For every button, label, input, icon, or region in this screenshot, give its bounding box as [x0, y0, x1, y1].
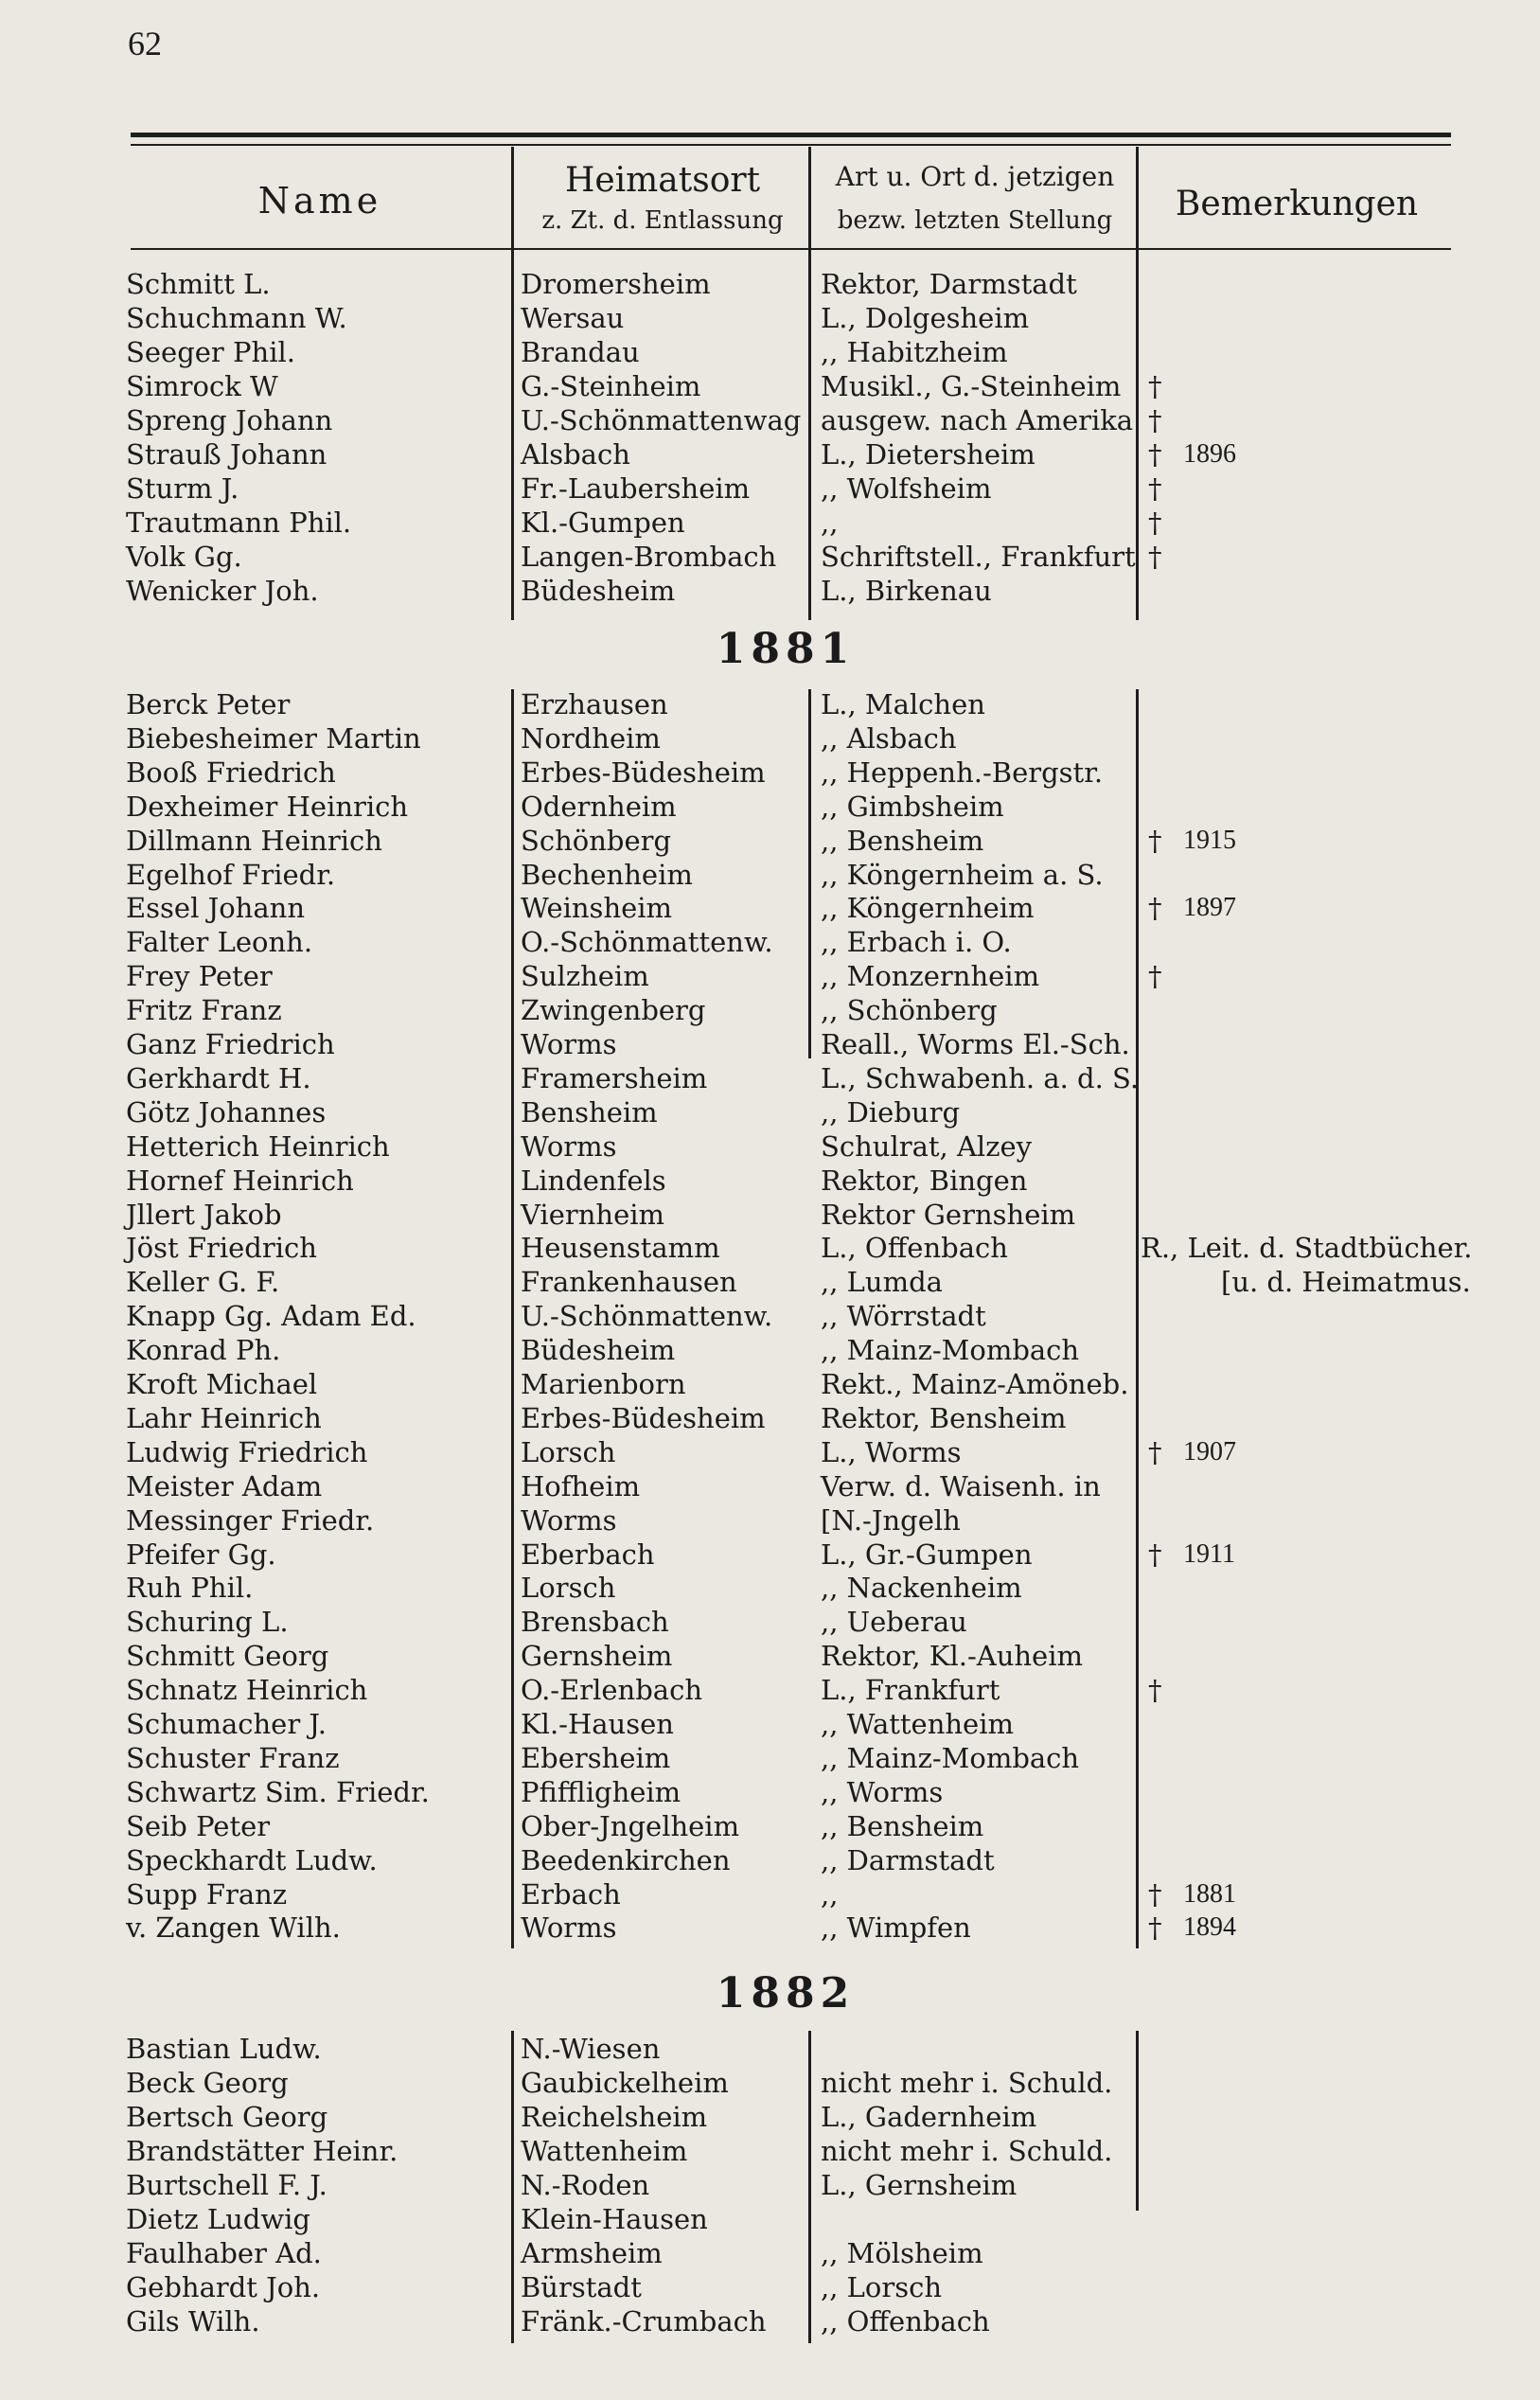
entry-name: Knapp Gg. Adam Ed.: [126, 1300, 416, 1333]
entry-position: ,, Monzernheim: [821, 960, 1040, 993]
table-row: [0, 959, 1540, 993]
entry-position: L., Worms: [821, 1435, 962, 1468]
entry-name: Dexheimer Heinrich: [126, 790, 409, 823]
entry-hometown: Worms: [521, 1911, 617, 1945]
header-home: Heimatsort: [564, 161, 761, 200]
entry-hometown: Marienborn: [521, 1368, 686, 1400]
top-rule-thin: [131, 144, 1451, 146]
entry-name: Seib Peter: [126, 1809, 271, 1842]
entry-name: Gebhardt Joh.: [126, 2271, 321, 2303]
entry-remark: [u. d. Heimatmus.: [1221, 1266, 1471, 1299]
entry-hometown: Gernsheim: [521, 1640, 673, 1673]
entry-position: ,, Mölsheim: [821, 2237, 983, 2269]
death-year: 1897: [1183, 893, 1236, 923]
entry-hometown: Hofheim: [521, 1469, 641, 1502]
entry-hometown: Framersheim: [521, 1061, 708, 1094]
table-row: [0, 437, 1540, 471]
entry-hometown: Klein-Hausen: [521, 2203, 708, 2235]
entry-hometown: Heusenstamm: [521, 1232, 720, 1265]
entry-name: Booß Friedrich: [126, 756, 336, 789]
table-row: [0, 2270, 1540, 2304]
entry-position: ,, Mainz-Mombach: [821, 1334, 1080, 1367]
entry-position: L., Birkenau: [821, 575, 992, 607]
entry-name: Beck Georg: [126, 2067, 289, 2099]
entry-name: Konrad Ph.: [126, 1334, 281, 1367]
death-year: 1907: [1183, 1436, 1236, 1467]
deceased-mark: †: [1148, 1435, 1162, 1468]
entry-name: Sturm J.: [126, 472, 239, 505]
entry-position: ,, Wattenheim: [821, 1708, 1014, 1740]
entry-hometown: Langen-Brombach: [521, 541, 777, 573]
entry-name: Götz Johannes: [126, 1095, 327, 1129]
deceased-mark: †: [1148, 960, 1162, 993]
entry-position: Rektor Gernsheim: [821, 1198, 1076, 1231]
entry-hometown: Ebersheim: [521, 1741, 671, 1774]
header-rule: [131, 248, 1451, 250]
entry-position: ,, Wörrstadt: [821, 1300, 986, 1333]
entry-name: Spreng Johann: [126, 404, 333, 436]
entry-name: v. Zangen Wilh.: [126, 1911, 341, 1945]
entry-position: ,, Gimbsheim: [821, 790, 1004, 823]
table-row: [0, 1401, 1540, 1435]
entry-hometown: Erzhausen: [521, 688, 668, 720]
entry-hometown: Ober-Jngelheim: [521, 1809, 740, 1842]
entry-hometown: Alsbach: [521, 438, 630, 471]
entry-hometown: Lorsch: [521, 1435, 616, 1468]
deceased-mark: †: [1148, 472, 1162, 505]
entry-position: nicht mehr i. Schuld.: [821, 2135, 1113, 2167]
entry-hometown: Bechenheim: [521, 858, 693, 891]
death-year: 1915: [1183, 825, 1236, 855]
entry-hometown: Frankenhausen: [521, 1266, 737, 1299]
header-position-sub: bezw. letzten Stellung: [837, 206, 1113, 235]
entry-hometown: Wattenheim: [521, 2135, 688, 2167]
entry-name: Fritz Franz: [126, 994, 282, 1027]
entry-hometown: Armsheim: [521, 2237, 663, 2269]
entry-position: nicht mehr i. Schuld.: [821, 2067, 1113, 2099]
entry-name: Strauß Johann: [126, 438, 327, 471]
entry-hometown: Worms: [521, 1028, 617, 1060]
entry-name: Schnatz Heinrich: [126, 1674, 368, 1707]
entry-position: ,,: [821, 1877, 839, 1911]
entry-name: Speckhardt Ludw.: [126, 1843, 378, 1876]
table-row: [0, 1299, 1540, 1333]
entry-position: ,, Heppenh.-Bergstr.: [821, 756, 1104, 789]
entry-hometown: Büdesheim: [521, 575, 676, 607]
table-row: [0, 2202, 1540, 2236]
entry-hometown: Erbach: [521, 1877, 621, 1911]
year-heading-1881: 1881: [716, 625, 856, 673]
entry-name: Essel Johann: [126, 892, 305, 925]
header-home-sub: z. Zt. d. Entlassung: [541, 206, 784, 235]
table-row: [0, 1027, 1540, 1061]
deceased-mark: †: [1148, 404, 1162, 436]
entry-hometown: Beedenkirchen: [521, 1843, 731, 1876]
entry-position: L., Malchen: [821, 688, 985, 720]
deceased-mark: †: [1148, 892, 1162, 925]
entry-position: Rekt., Mainz-Amöneb.: [821, 1368, 1129, 1400]
death-year: 1911: [1183, 1538, 1235, 1569]
entry-position: ,,: [821, 507, 839, 539]
table-row: [0, 471, 1540, 506]
entry-hometown: Lorsch: [521, 1572, 616, 1605]
table-row: [0, 506, 1540, 540]
table-row: [0, 301, 1540, 335]
table-row: [0, 1198, 1540, 1232]
table-row: [0, 1503, 1540, 1538]
entry-position: Reall., Worms El.-Sch.: [821, 1028, 1130, 1060]
table-row: [0, 1741, 1540, 1775]
entry-hometown: N.-Roden: [521, 2169, 650, 2201]
table-row: [0, 1538, 1540, 1572]
table-row: [0, 790, 1540, 824]
table-row: [0, 721, 1540, 756]
entry-name: Meister Adam: [126, 1469, 323, 1502]
deceased-mark: †: [1148, 1911, 1162, 1945]
entry-position: ausgew. nach Amerika: [821, 404, 1134, 436]
entry-position: ,, Nackenheim: [821, 1572, 1022, 1605]
deceased-mark: †: [1148, 1674, 1162, 1707]
entry-position: L., Gadernheim: [821, 2101, 1037, 2133]
entry-position: ,, Lorsch: [821, 2271, 943, 2303]
entry-position: Rektor, Darmstadt: [821, 268, 1077, 300]
entry-hometown: Lindenfels: [521, 1164, 666, 1197]
entry-remark: R., Leit. d. Stadtbücher.: [1141, 1232, 1473, 1265]
entry-name: Schwartz Sim. Friedr.: [126, 1775, 430, 1808]
entry-position: ,, Mainz-Mombach: [821, 1741, 1080, 1774]
entry-position: ,, Ueberau: [821, 1606, 967, 1639]
entry-hometown: Kl.-Hausen: [521, 1708, 674, 1740]
entry-name: Trautmann Phil.: [126, 507, 352, 539]
header-remarks: Bemerkungen: [1175, 185, 1419, 223]
entry-position: Rektor, Bensheim: [821, 1401, 1067, 1434]
table-row: [0, 824, 1540, 858]
table-row: [0, 1061, 1540, 1095]
deceased-mark: †: [1148, 1877, 1162, 1911]
entry-hometown: Wersau: [521, 302, 625, 334]
entry-name: Simrock W: [126, 370, 278, 402]
entry-name: Schmitt Georg: [126, 1640, 329, 1673]
entry-name: Seeger Phil.: [126, 336, 295, 368]
entry-hometown: Worms: [521, 1503, 617, 1537]
entry-name: Hetterich Heinrich: [126, 1129, 390, 1163]
entry-name: Hornef Heinrich: [126, 1164, 354, 1197]
entry-name: Jöst Friedrich: [126, 1232, 317, 1265]
deceased-mark: †: [1148, 541, 1162, 573]
entry-name: Jllert Jakob: [126, 1198, 282, 1231]
entry-hometown: Büdesheim: [521, 1334, 676, 1367]
entry-name: Ludwig Friedrich: [126, 1435, 368, 1468]
entry-name: Lahr Heinrich: [126, 1401, 322, 1434]
entry-position: L., Dolgesheim: [821, 302, 1030, 334]
entry-name: Burtschell F. J.: [126, 2169, 327, 2201]
table-row: [0, 369, 1540, 403]
entry-hometown: Eberbach: [521, 1538, 655, 1571]
table-row: [0, 993, 1540, 1027]
entry-name: Biebesheimer Martin: [126, 721, 421, 755]
entry-name: Gerkhardt H.: [126, 1061, 311, 1094]
entry-position: L., Gr.-Gumpen: [821, 1538, 1033, 1571]
table-row: [0, 1129, 1540, 1164]
entry-hometown: Pfiffligheim: [521, 1775, 681, 1808]
table-row: [0, 858, 1540, 892]
entry-position: ,, Alsbach: [821, 721, 957, 755]
table-row: [0, 403, 1540, 437]
entry-name: Dillmann Heinrich: [126, 824, 382, 857]
entry-hometown: Brensbach: [521, 1606, 669, 1639]
entry-name: Schmitt L.: [126, 268, 271, 300]
entry-position: Schulrat, Alzey: [821, 1129, 1033, 1163]
entry-position: ,, Dieburg: [821, 1095, 961, 1129]
entry-position: ,, Bensheim: [821, 1809, 984, 1842]
entry-name: Schuchmann W.: [126, 302, 347, 334]
table-row: [0, 687, 1540, 721]
table-row: [0, 1333, 1540, 1367]
entry-hometown: Sulzheim: [521, 960, 649, 993]
entry-hometown: Erbes-Büdesheim: [521, 1401, 766, 1434]
entry-position: Verw. d. Waisenh. in: [821, 1469, 1101, 1502]
table-row: [0, 2304, 1540, 2338]
entry-position: Rektor, Kl.-Auheim: [821, 1640, 1083, 1673]
entry-position: Rektor, Bingen: [821, 1164, 1028, 1197]
entry-hometown: U.-Schönmattenw.: [521, 1300, 773, 1333]
header-name: Name: [257, 180, 382, 222]
deceased-mark: †: [1148, 370, 1162, 402]
table-row: [0, 1707, 1540, 1741]
entry-hometown: Erbes-Büdesheim: [521, 756, 766, 789]
entry-hometown: Weinsheim: [521, 892, 673, 925]
table-row: [0, 1231, 1540, 1265]
entry-name: Bertsch Georg: [126, 2101, 328, 2133]
entry-name: Wenicker Joh.: [126, 575, 319, 607]
entry-position: L., Dietersheim: [821, 438, 1036, 471]
entry-name: Gils Wilh.: [126, 2305, 260, 2338]
entry-hometown: Bensheim: [521, 1095, 658, 1129]
table-row: [0, 1639, 1540, 1673]
entry-position: ,, Köngernheim: [821, 892, 1035, 925]
entry-position: ,, Worms: [821, 1775, 944, 1808]
table-row: [0, 1265, 1540, 1299]
entry-hometown: Reichelsheim: [521, 2101, 708, 2133]
entry-name: Brandstätter Heinr.: [126, 2135, 398, 2167]
page-number: 62: [128, 25, 162, 62]
table-row: [0, 2236, 1540, 2270]
table-row: [0, 1571, 1540, 1605]
entry-hometown: Fränk.-Crumbach: [521, 2305, 767, 2338]
table-row: [0, 1164, 1540, 1198]
entry-hometown: O.-Schönmattenw.: [521, 926, 773, 959]
entry-position: L., Frankfurt: [821, 1674, 1000, 1707]
table-row: [0, 1673, 1540, 1707]
table-row: [0, 574, 1540, 608]
table-row: [0, 1775, 1540, 1809]
entry-name: Volk Gg.: [126, 541, 242, 573]
table-row: [0, 2066, 1540, 2100]
table-row: [0, 1605, 1540, 1639]
entry-name: Dietz Ludwig: [126, 2203, 310, 2235]
table-row: [0, 2100, 1540, 2134]
table-row: [0, 2168, 1540, 2202]
year-heading-1882: 1882: [716, 1969, 856, 2018]
entry-position: ,, Wimpfen: [821, 1911, 971, 1945]
entry-position: L., Offenbach: [821, 1232, 1008, 1265]
table-row: [0, 1843, 1540, 1877]
entry-name: Supp Franz: [126, 1877, 288, 1911]
entry-position: L., Gernsheim: [821, 2169, 1018, 2201]
entry-position: ,, Köngernheim a. S.: [821, 858, 1104, 891]
entry-name: Bastian Ludw.: [126, 2033, 322, 2065]
table-row: [0, 1877, 1540, 1911]
entry-hometown: Odernheim: [521, 790, 677, 823]
entry-hometown: Kl.-Gumpen: [521, 507, 685, 539]
entry-name: Egelhof Friedr.: [126, 858, 336, 891]
table-row: [0, 925, 1540, 959]
entry-position: ,, Wolfsheim: [821, 472, 992, 505]
entry-name: Faulhaber Ad.: [126, 2237, 322, 2269]
entry-hometown: Gaubickelheim: [521, 2067, 729, 2099]
table-row: [0, 1809, 1540, 1843]
table-row: [0, 540, 1540, 574]
entry-position: ,, Darmstadt: [821, 1843, 995, 1876]
table-row: [0, 1367, 1540, 1401]
table-row: [0, 756, 1540, 790]
deceased-mark: †: [1148, 438, 1162, 471]
entry-name: Falter Leonh.: [126, 926, 313, 959]
table-row: [0, 891, 1540, 925]
entry-hometown: Schönberg: [521, 824, 672, 857]
table-row: [0, 1911, 1540, 1945]
entry-hometown: Brandau: [521, 336, 640, 368]
deceased-mark: †: [1148, 1538, 1162, 1571]
entry-position: ,, Offenbach: [821, 2305, 990, 2338]
deceased-mark: †: [1148, 507, 1162, 539]
entry-name: Ganz Friedrich: [126, 1028, 335, 1060]
entry-hometown: Worms: [521, 1129, 617, 1163]
top-rule: [131, 133, 1451, 137]
entry-hometown: N.-Wiesen: [521, 2033, 661, 2065]
entry-name: Frey Peter: [126, 960, 273, 993]
entry-position: ,, Schönberg: [821, 994, 998, 1027]
entry-name: Messinger Friedr.: [126, 1503, 375, 1537]
table-row: [0, 267, 1540, 301]
entry-position: ,, Habitzheim: [821, 336, 1008, 368]
entry-hometown: Bürstadt: [521, 2271, 642, 2303]
entry-hometown: U.-Schönmattenwag: [521, 404, 802, 436]
table-row: [0, 1435, 1540, 1469]
entry-hometown: G.-Steinheim: [521, 370, 701, 402]
table-row: [0, 1469, 1540, 1503]
entry-name: Schuster Franz: [126, 1741, 340, 1774]
entry-hometown: Viernheim: [521, 1198, 665, 1231]
entry-name: Schuring L.: [126, 1606, 289, 1639]
death-year: 1896: [1183, 439, 1236, 469]
table-row: [0, 1095, 1540, 1129]
table-row: [0, 335, 1540, 369]
entry-name: Pfeifer Gg.: [126, 1538, 276, 1571]
table-row: [0, 2032, 1540, 2066]
entry-position: L., Schwabenh. a. d. S.: [821, 1061, 1140, 1094]
entry-hometown: Zwingenberg: [521, 994, 706, 1027]
entry-position: ,, Bensheim: [821, 824, 984, 857]
death-year: 1881: [1183, 1878, 1236, 1909]
entry-position: ,, Lumda: [821, 1266, 943, 1299]
deceased-mark: †: [1148, 824, 1162, 857]
death-year: 1894: [1183, 1912, 1236, 1943]
entry-position: ,, Erbach i. O.: [821, 926, 1012, 959]
entry-name: Ruh Phil.: [126, 1572, 254, 1605]
table-row: [0, 2134, 1540, 2168]
entry-hometown: Dromersheim: [521, 268, 711, 300]
entry-hometown: Nordheim: [521, 721, 661, 755]
entry-hometown: O.-Erlenbach: [521, 1674, 703, 1707]
entry-name: Schumacher J.: [126, 1708, 327, 1740]
entry-position: Musikl., G.-Steinheim: [821, 370, 1122, 402]
entry-position: Schriftstell., Frankfurt: [821, 541, 1136, 573]
entry-name: Keller G. F.: [126, 1266, 280, 1299]
entry-name: Kroft Michael: [126, 1368, 318, 1400]
entry-name: Berck Peter: [126, 688, 291, 720]
header-position: Art u. Ort d. jetzigen: [835, 161, 1115, 192]
entry-position: [N.-Jngelh: [821, 1503, 961, 1537]
entry-hometown: Fr.-Laubersheim: [521, 472, 751, 505]
